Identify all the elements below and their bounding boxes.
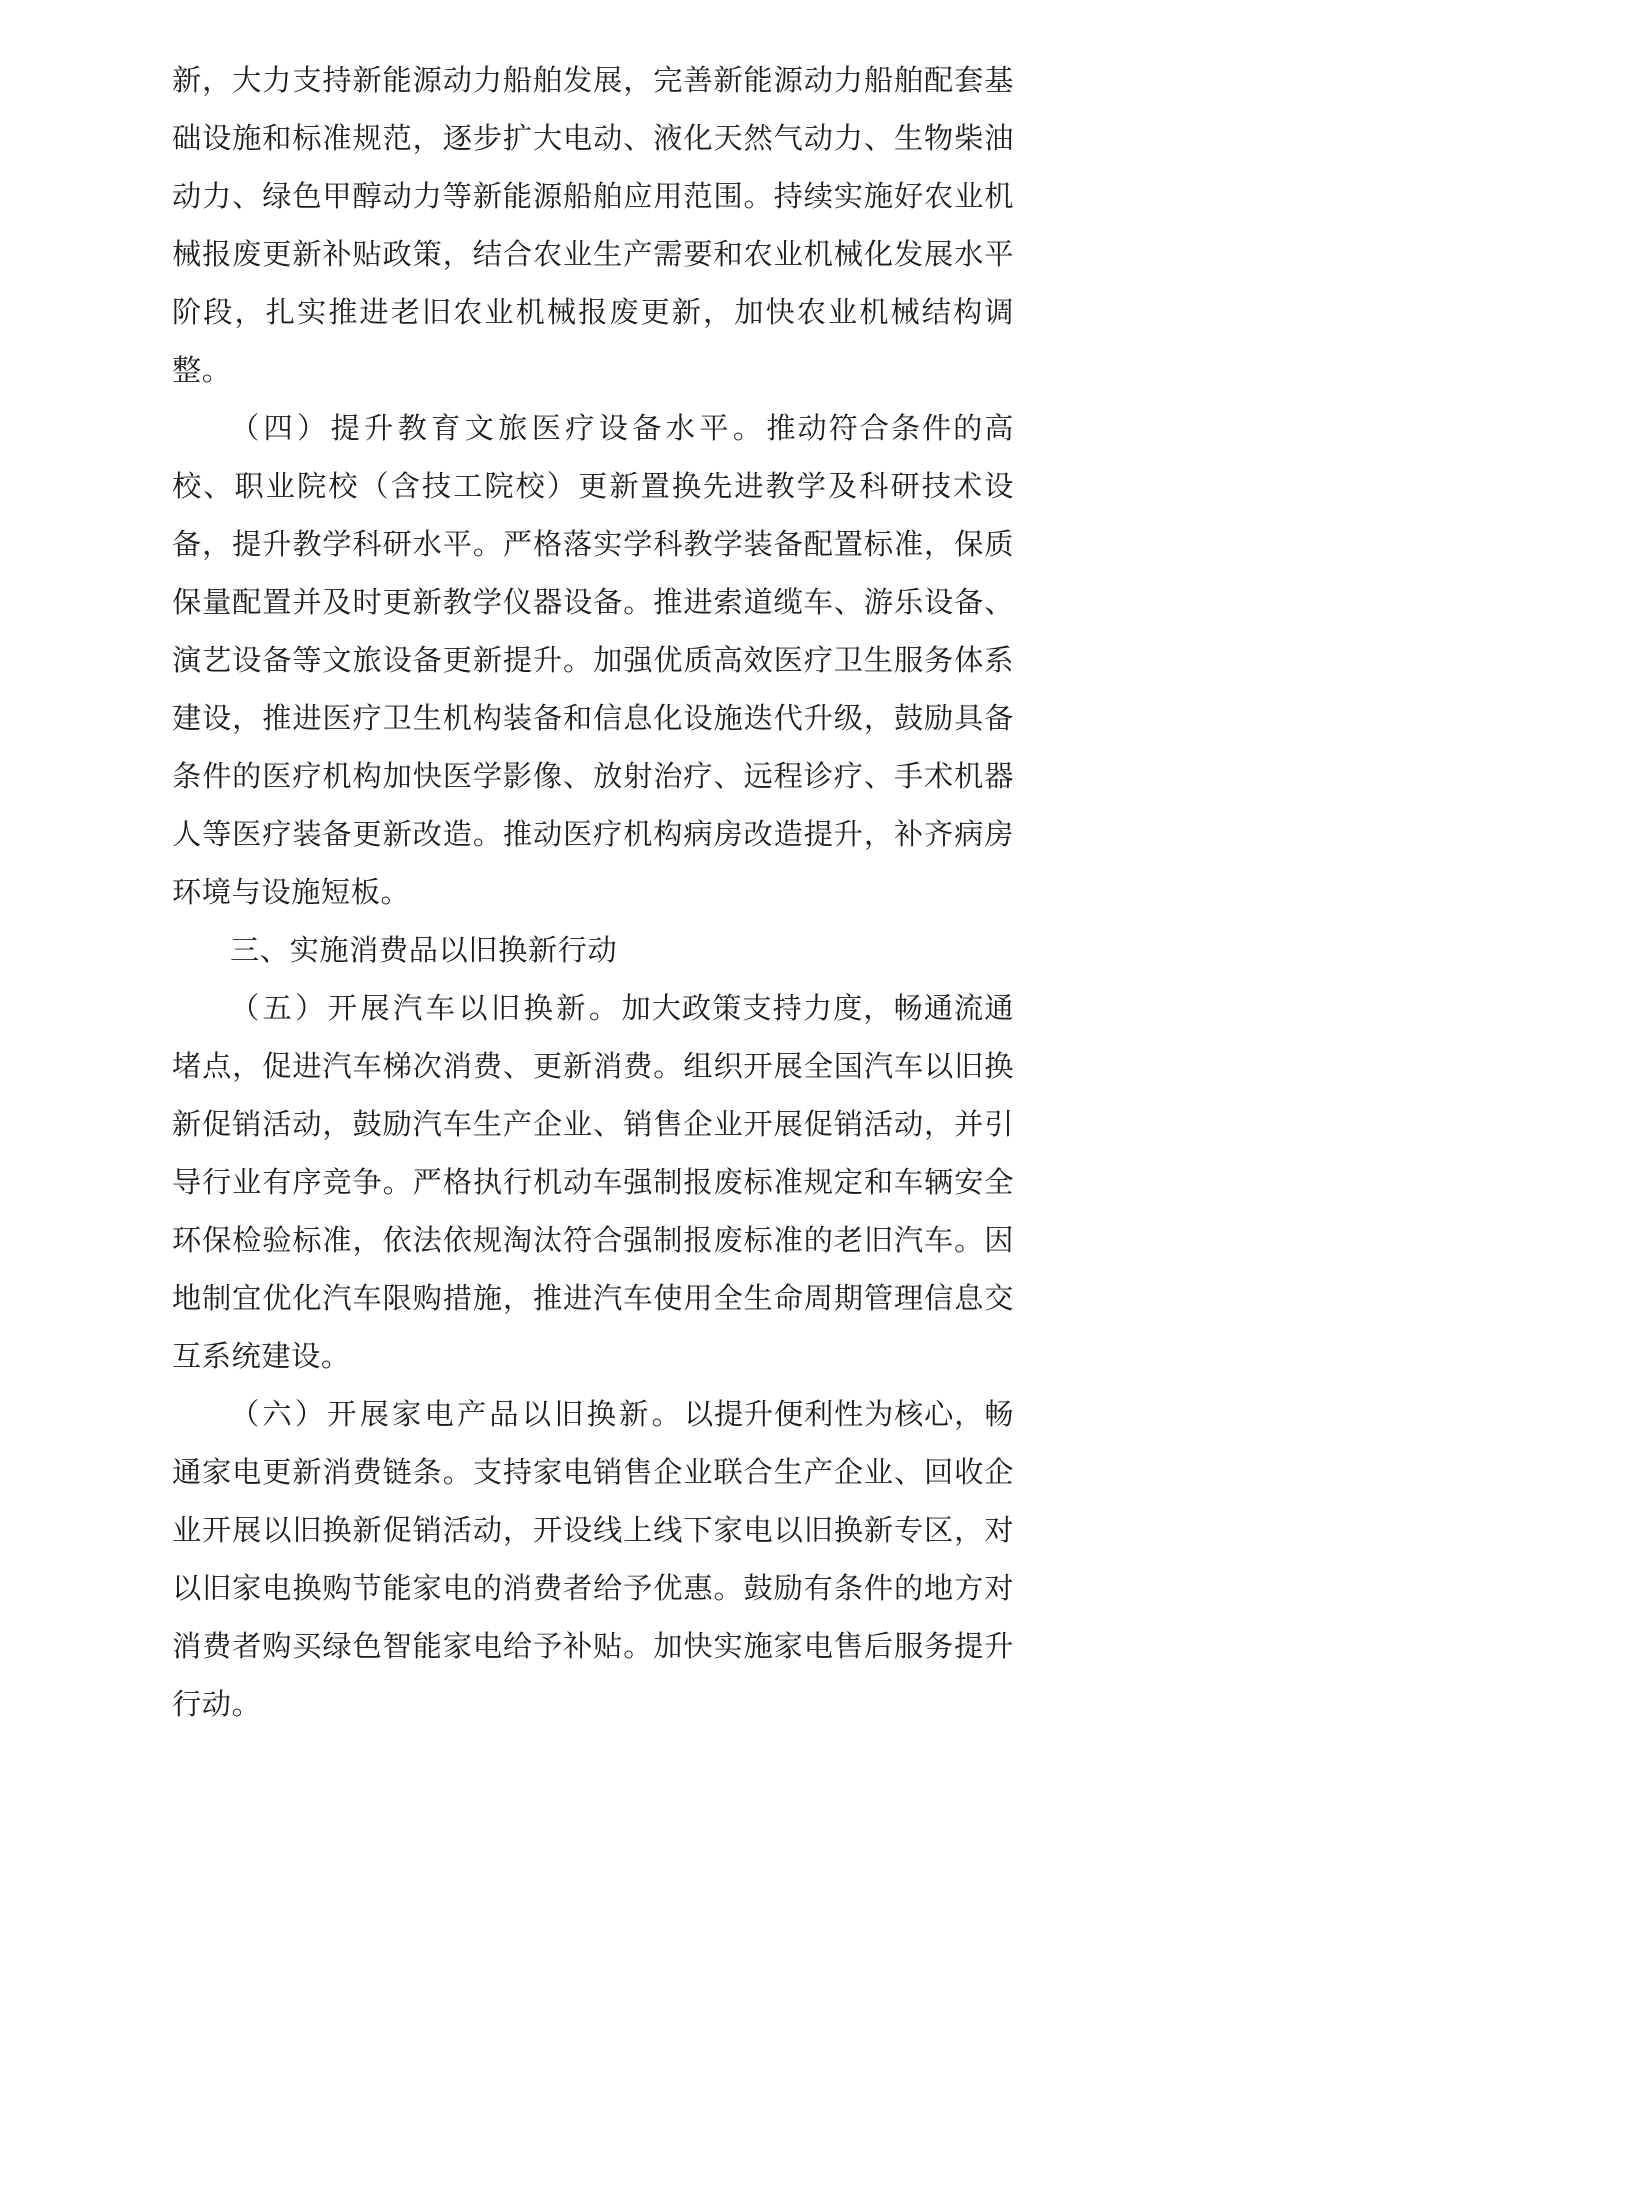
paragraph-education-tourism-medical [172,399,1014,921]
paragraph-text: 新，大力支持新能源动力船舶发展，完善新能源动力船舶配套基础设施和标准规范，逐步扩大电动、液化天然气动力、生物柴油动力、绿色甲醇动力等新能源船舶应用范围。持续实施好农业机械报废更新补贴政策，结合农业生产需要和农业机械化发展水平阶段，扎实推进老旧农业机械报废更新，加快农业机械结构调整。 [172,63,1014,387]
paragraph-text: 推动符合条件的高校、职业院校（含技工院校）更新置换先进教学及科研技术设备，提升教学科研水平。严格落实学科教学装备配置标准，保质保量配置并及时更新教学仪器设备。推进索道缆车、游乐设备、演艺设备等文旅设备更新提升。加强优质高效医疗卫生服务体系建设，推进医疗卫生机构装备和信息化设施迭代升级，鼓励具备条件的医疗机构加快医学影像、放射治疗、远程诊疗、手术机器人等医疗装备更新改造。推动医疗机构病房改造提升，补齐病房环境与设施短板。 [172,411,1014,909]
paragraph-ship-and-farm-machinery [172,51,1014,399]
paragraph-auto-trade-in [172,979,1014,1385]
paragraph-text: 加大政策支持力度，畅通流通堵点，促进汽车梯次消费、更新消费。组织开展全国汽车以旧换新促销活动，鼓励汽车生产企业、销售企业开展促销活动，并引导行业有序竞争。严格执行机动车强制报废标准规定和车辆安全环保检验标准，依法依规淘汰符合强制报废标准的老旧汽车。因地制宜优化汽车限购措施，推进汽车使用全生命周期管理信息交互系统建设。 [172,991,1014,1373]
paragraph-lead: （六）开展家电产品以旧换新。 [230,1397,684,1431]
section-heading-consumer-goods: 三、实施消费品以旧换新行动 [230,933,618,967]
paragraph-lead: （四）提升教育文旅医疗设备水平。 [230,411,767,445]
paragraph-lead: （五）开展汽车以旧换新。 [230,991,622,1025]
document-body [172,51,1014,1733]
paragraph-appliance-trade-in [172,1385,1014,1733]
paragraph-text: 以提升便利性为核心，畅通家电更新消费链条。支持家电销售企业联合生产企业、回收企业开展以旧换新促销活动，开设线上线下家电以旧换新专区，对以旧家电换购节能家电的消费者给予优惠。鼓励有条件的地方对消费者购买绿色智能家电给予补贴。加快实施家电售后服务提升行动。 [172,1397,1014,1721]
